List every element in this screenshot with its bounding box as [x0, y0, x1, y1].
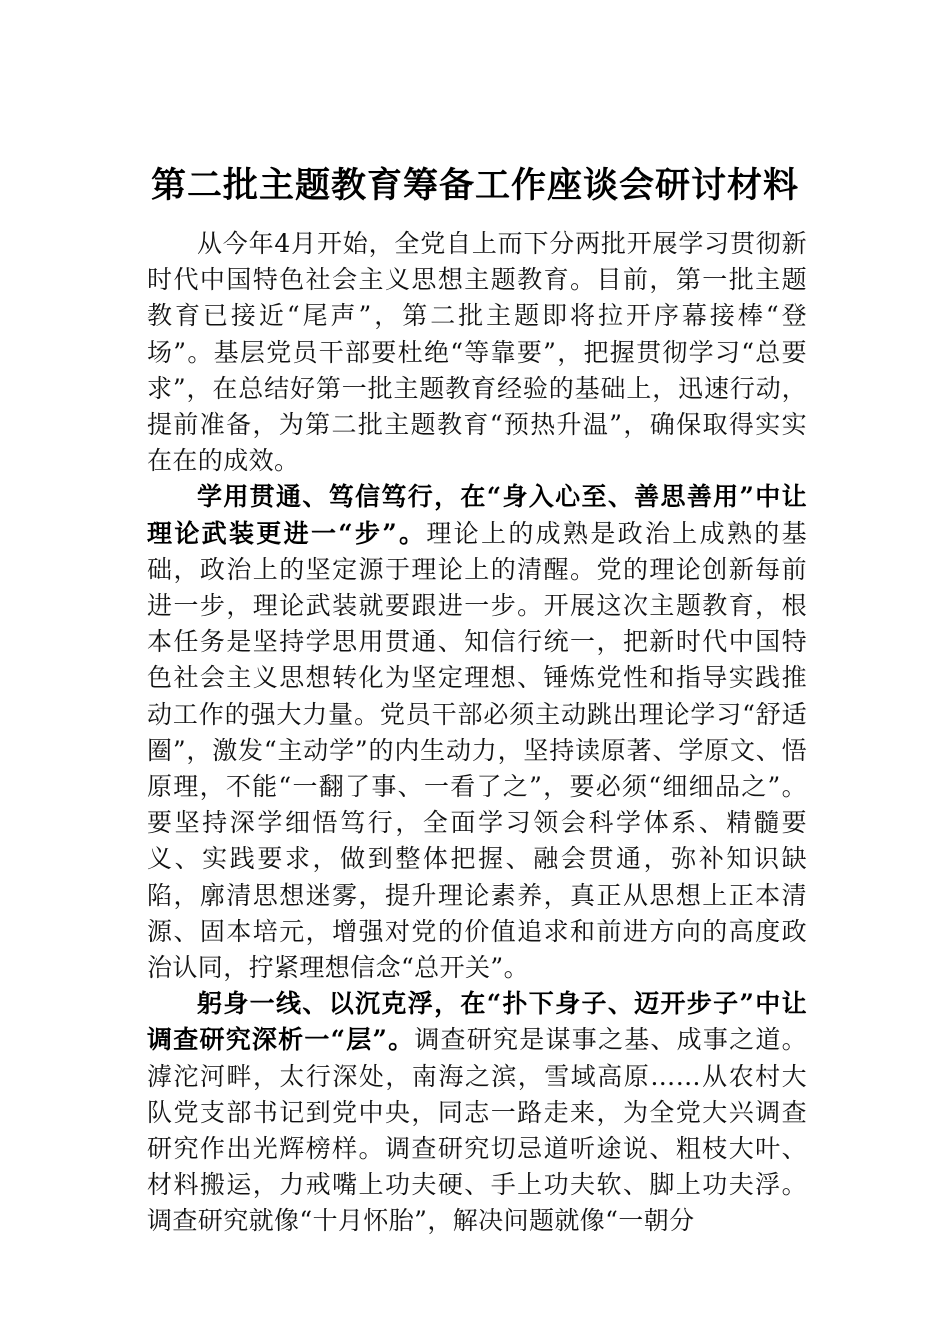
paragraph-text: 理论上的成熟是政治上成熟的基础，政治上的坚定源于理论上的清醒。党的理论创新每前进一步，理论武装就要跟进一步。开展这次主题教育，根本任务是坚持学思用贯通、知信行统一，把新时代中国特色社会主义思想转化为坚定理想、锤炼党性和指导实践推动工作的强大力量。党员干部必须主动跳出理论学习“舒适圈”，激发“主动学”的内生动力，坚持读原著、学原文、悟原理，不能“一翻了事、一看了之”，要必须“细细品之”。要坚持深学细悟笃行，全面学习领会科学体系、精髓要义、实践要求，做到整体把握、融会贯通，弥补知识缺陷，廓清思想迷雾，提升理论素养，真正从思想上正本清源、固本培元，增强对党的价值追求和前进方向的高度政治认同，拧紧理想信念“总开关”。: [147, 518, 807, 983]
paragraph-lead: 躬身一线、以沉克浮，在“扑下身子、迈开步子”中让调查研究深析一“层”。: [147, 989, 807, 1055]
paragraph-text: 调查研究是谋事之基、成事之道。滹沱河畔，太行深处，南海之滨，雪域高原……从农村大队党支部书记到党中央，同志一路走来，为全党大兴调查研究作出光辉榜样。调查研究切忌道听途说、粗枝大叶、材料搬运，力戒嘴上功夫硬、手上功夫软、脚上功夫浮。调查研究就像“十月怀胎”，解决问题就像“一朝分: [147, 1025, 807, 1236]
paragraph-text: 从今年4月开始，全党自上而下分两批开展学习贯彻新时代中国特色社会主义思想主题教育。目前，第一批主题教育已接近“尾声”，第二批主题即将拉开序幕接棒“登场”。基层党员干部要杜绝“等靠要”，把握贯彻学习“总要求”，在总结好第一批主题教育经验的基础上，迅速行动，提前准备，为第二批主题教育“预热升温”，确保取得实实在在的成效。: [147, 229, 807, 476]
document-body: [147, 226, 807, 1240]
paragraph-lead: 学用贯通、笃信笃行，在“身入心至、善思善用”中让理论武装更进一“步”。: [147, 482, 807, 548]
document-title: 第二批主题教育筹备工作座谈会研讨材料: [150, 165, 799, 206]
paragraph-intro: [147, 226, 807, 479]
paragraph-research: [147, 986, 807, 1239]
paragraph-theory: [147, 479, 807, 986]
